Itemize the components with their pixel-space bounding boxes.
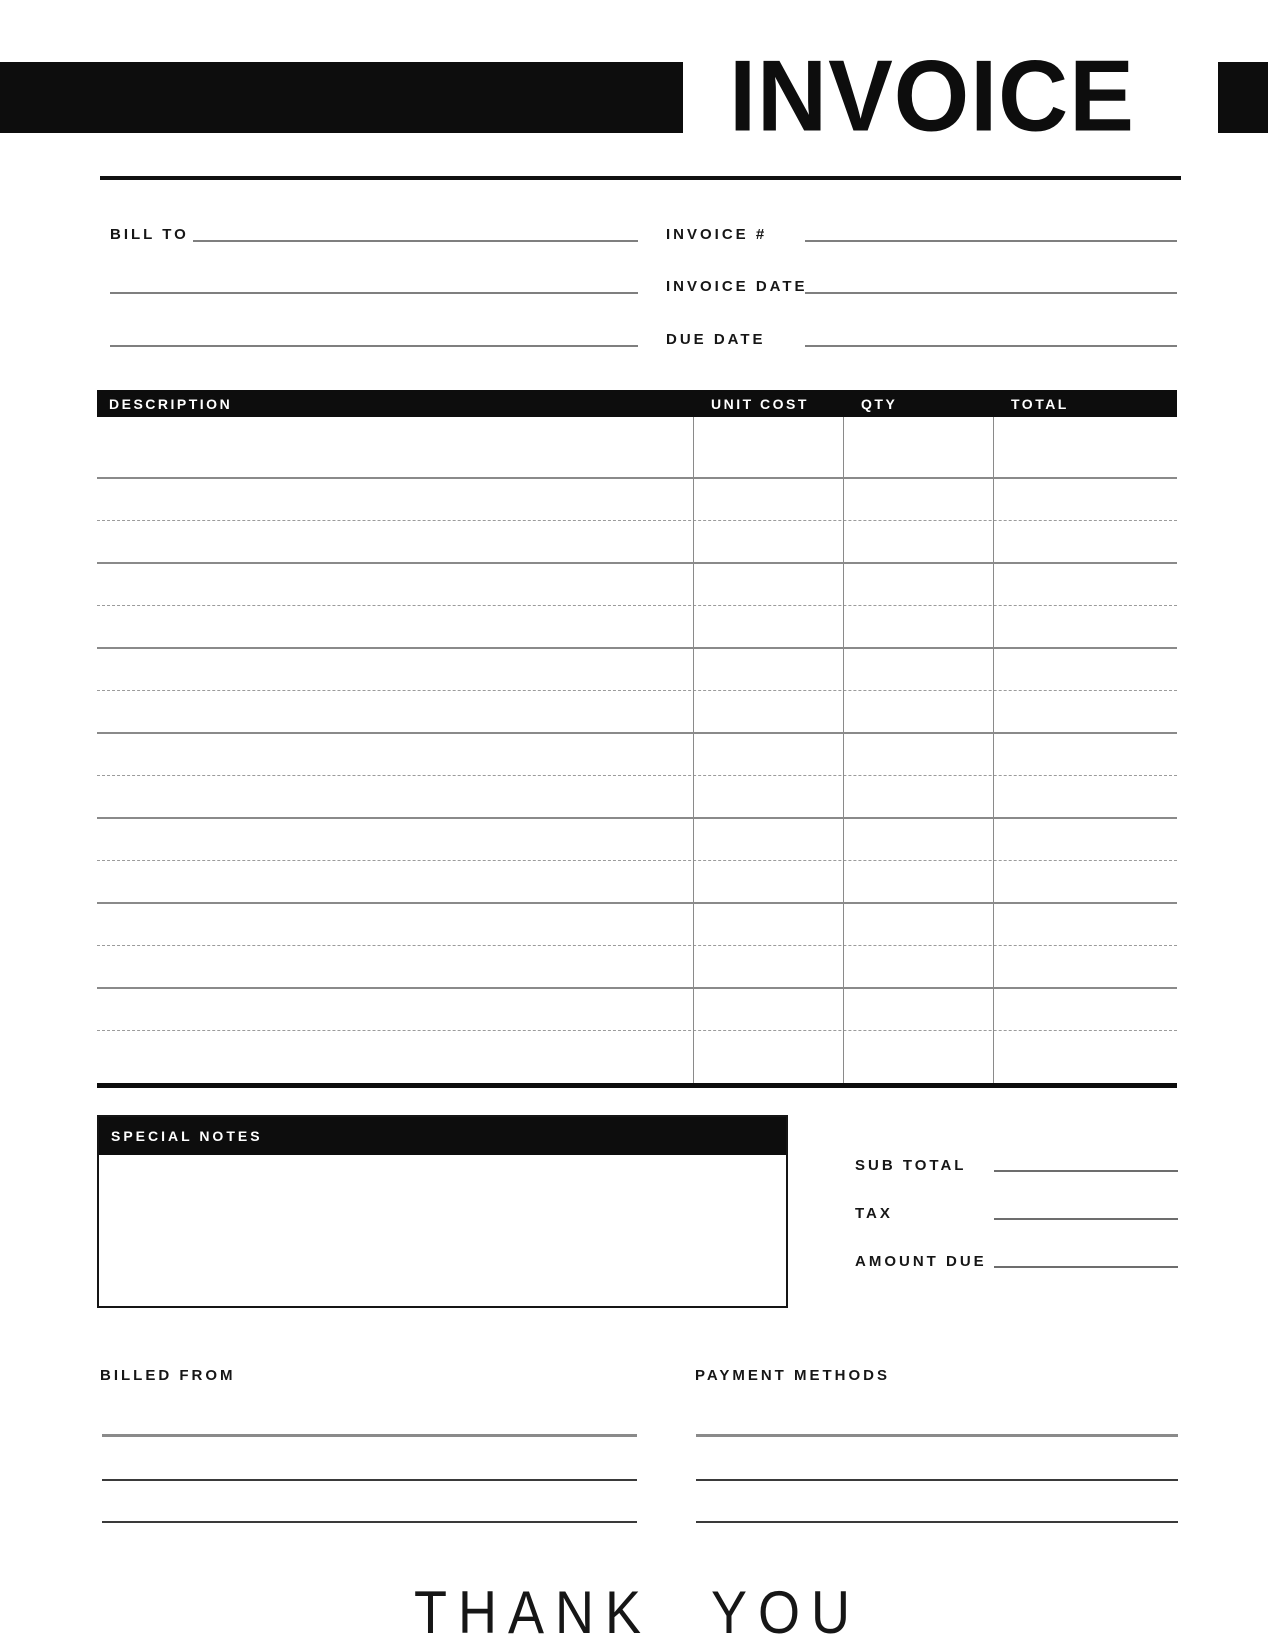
item-row[interactable] [97, 734, 1177, 776]
payment-methods-input-line-2[interactable] [696, 1479, 1178, 1481]
item-row[interactable] [97, 861, 1177, 904]
amount-due-label: AMOUNT DUE [855, 1253, 987, 1270]
column-header-unit-cost: UNIT COST [711, 395, 809, 412]
invoice-number-input-line[interactable] [805, 240, 1177, 242]
sub-total-label: SUB TOTAL [855, 1157, 967, 1174]
billed-from-label: BILLED FROM [100, 1367, 236, 1384]
item-row[interactable] [97, 946, 1177, 989]
billed-from-input-line-2[interactable] [102, 1479, 637, 1481]
bill-to-input-line-1[interactable] [193, 240, 638, 242]
payment-methods-input-line-3[interactable] [696, 1521, 1178, 1523]
due-date-label: DUE DATE [666, 331, 766, 348]
item-row[interactable] [97, 479, 1177, 521]
item-row[interactable] [97, 649, 1177, 691]
column-header-description: DESCRIPTION [109, 395, 233, 412]
item-row[interactable] [97, 776, 1177, 819]
item-row[interactable] [97, 989, 1177, 1031]
billed-from-input-line-1[interactable] [102, 1434, 637, 1437]
invoice-title: INVOICE [729, 38, 1135, 152]
tax-input-line[interactable] [994, 1218, 1178, 1220]
bill-to-label: BILL TO [110, 226, 189, 243]
top-divider-rule [100, 176, 1181, 180]
item-row[interactable] [97, 564, 1177, 606]
column-divider [693, 417, 694, 1083]
billed-from-input-line-3[interactable] [102, 1521, 637, 1523]
due-date-input-line[interactable] [805, 345, 1177, 347]
sub-total-input-line[interactable] [994, 1170, 1178, 1172]
column-header-total: TOTAL [1011, 395, 1069, 412]
column-divider [843, 417, 844, 1083]
item-row[interactable] [97, 417, 1177, 479]
special-notes-label: SPECIAL NOTES [111, 1128, 263, 1144]
bill-to-input-line-3[interactable] [110, 345, 638, 347]
payment-methods-input-line-1[interactable] [696, 1434, 1178, 1437]
item-row[interactable] [97, 904, 1177, 946]
item-row[interactable] [97, 1031, 1177, 1076]
amount-due-input-line[interactable] [994, 1266, 1178, 1268]
payment-methods-label: PAYMENT METHODS [695, 1367, 891, 1384]
item-row[interactable] [97, 691, 1177, 734]
column-divider [993, 417, 994, 1083]
header-black-square [1218, 62, 1268, 133]
item-row[interactable] [97, 521, 1177, 564]
special-notes-header [99, 1117, 786, 1155]
column-header-qty: QTY [861, 395, 898, 412]
item-row[interactable] [97, 606, 1177, 649]
thank-you-text: THANK YOU [413, 1579, 862, 1647]
special-notes-input-area[interactable] [99, 1155, 786, 1304]
special-notes-box [97, 1115, 788, 1308]
bill-to-input-line-2[interactable] [110, 292, 638, 294]
item-row[interactable] [97, 819, 1177, 861]
tax-label: TAX [855, 1205, 893, 1222]
invoice-date-input-line[interactable] [805, 292, 1177, 294]
invoice-date-label: INVOICE DATE [666, 278, 808, 295]
header-black-bar [0, 62, 683, 133]
invoice-number-label: INVOICE # [666, 226, 768, 243]
items-table-header [97, 390, 1177, 417]
items-table-body [97, 417, 1177, 1088]
